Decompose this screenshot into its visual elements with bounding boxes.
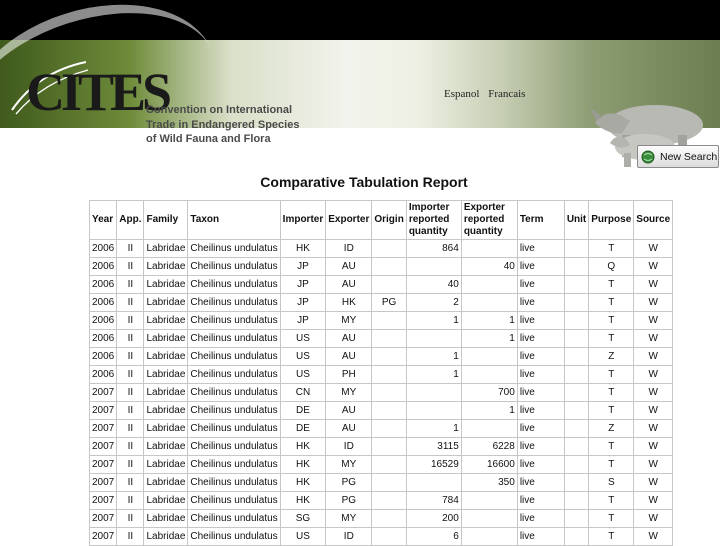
cell-purpose: Z [589, 420, 634, 438]
cell-unit [564, 312, 588, 330]
table-row [90, 492, 673, 510]
cell-appendix: II [117, 456, 144, 474]
cell-year: 2007 [90, 402, 117, 420]
cell-importer: JP [280, 258, 326, 276]
cell-importer-quantity: 784 [406, 492, 461, 510]
cell-purpose: T [589, 330, 634, 348]
cell-origin [372, 438, 406, 456]
column-header-year: Year [90, 201, 117, 240]
cell-exporter: AU [326, 348, 372, 366]
language-links [444, 88, 531, 100]
cell-exporter-quantity: 350 [461, 474, 517, 492]
cell-exporter-quantity [461, 492, 517, 510]
cell-taxon: Cheilinus undulatus [188, 510, 280, 528]
table-header-row [90, 201, 673, 240]
cell-origin [372, 348, 406, 366]
cell-family: Labridae [144, 510, 188, 528]
cell-importer-quantity: 6 [406, 528, 461, 546]
cell-importer: SG [280, 510, 326, 528]
cell-purpose: T [589, 240, 634, 258]
cell-exporter-quantity [461, 528, 517, 546]
cell-unit [564, 420, 588, 438]
cell-term: live [517, 456, 564, 474]
cell-family: Labridae [144, 258, 188, 276]
cell-source: W [634, 528, 673, 546]
cell-importer-quantity: 1 [406, 420, 461, 438]
language-link-espanol[interactable]: Espanol [444, 88, 480, 100]
cell-taxon: Cheilinus undulatus [188, 474, 280, 492]
cell-importer: HK [280, 456, 326, 474]
cell-unit [564, 528, 588, 546]
convention-line: Convention on International [146, 104, 293, 116]
cell-family: Labridae [144, 330, 188, 348]
column-header-exporter-quantity: Exporter reported quantity [461, 201, 517, 240]
cell-appendix: II [117, 294, 144, 312]
cell-unit [564, 492, 588, 510]
cell-exporter-quantity: 1 [461, 402, 517, 420]
cell-year: 2006 [90, 294, 117, 312]
cell-importer-quantity: 16529 [406, 456, 461, 474]
table-row [90, 438, 673, 456]
column-header-family: Family [144, 201, 188, 240]
cites-header-banner [0, 40, 720, 145]
table-row [90, 330, 673, 348]
cell-exporter: ID [326, 438, 372, 456]
cell-importer-quantity: 2 [406, 294, 461, 312]
cell-source: W [634, 420, 673, 438]
cell-unit [564, 384, 588, 402]
cell-year: 2006 [90, 366, 117, 384]
table-row [90, 366, 673, 384]
cell-purpose: T [589, 510, 634, 528]
cell-appendix: II [117, 258, 144, 276]
cites-logo[interactable] [8, 52, 169, 122]
report-title: Comparative Tabulation Report [260, 174, 468, 190]
cell-family: Labridae [144, 294, 188, 312]
cell-taxon: Cheilinus undulatus [188, 456, 280, 474]
cell-term: live [517, 330, 564, 348]
cell-year: 2006 [90, 276, 117, 294]
cell-importer-quantity: 1 [406, 312, 461, 330]
convention-line: of Wild Fauna and Flora [146, 133, 271, 145]
cell-source: W [634, 312, 673, 330]
language-link-francais[interactable]: Francais [488, 88, 526, 100]
new-search-button[interactable] [637, 145, 719, 168]
cell-family: Labridae [144, 420, 188, 438]
cell-term: live [517, 510, 564, 528]
convention-name [146, 103, 299, 147]
cell-origin [372, 276, 406, 294]
cell-source: W [634, 258, 673, 276]
cell-appendix: II [117, 474, 144, 492]
column-header-importer-quantity: Importer reported quantity [406, 201, 461, 240]
cell-taxon: Cheilinus undulatus [188, 420, 280, 438]
cell-purpose: T [589, 294, 634, 312]
cell-importer: JP [280, 312, 326, 330]
cell-source: W [634, 456, 673, 474]
cell-importer: JP [280, 276, 326, 294]
cell-appendix: II [117, 276, 144, 294]
cell-purpose: Z [589, 348, 634, 366]
cell-importer: DE [280, 420, 326, 438]
cell-taxon: Cheilinus undulatus [188, 438, 280, 456]
cell-importer: US [280, 528, 326, 546]
cell-origin [372, 510, 406, 528]
cell-exporter: MY [326, 312, 372, 330]
cell-purpose: T [589, 366, 634, 384]
column-header-term: Term [517, 201, 564, 240]
cell-exporter: MY [326, 384, 372, 402]
cell-term: live [517, 528, 564, 546]
cell-family: Labridae [144, 240, 188, 258]
cell-exporter-quantity [461, 510, 517, 528]
cell-year: 2007 [90, 438, 117, 456]
cell-year: 2007 [90, 384, 117, 402]
cell-origin [372, 492, 406, 510]
cell-taxon: Cheilinus undulatus [188, 528, 280, 546]
cell-appendix: II [117, 492, 144, 510]
cell-importer: HK [280, 474, 326, 492]
cell-purpose: T [589, 402, 634, 420]
cell-source: W [634, 492, 673, 510]
cell-family: Labridae [144, 492, 188, 510]
cell-origin: PG [372, 294, 406, 312]
cell-importer: US [280, 366, 326, 384]
cell-source: W [634, 366, 673, 384]
cell-year: 2006 [90, 240, 117, 258]
cell-unit [564, 456, 588, 474]
cell-importer-quantity [406, 402, 461, 420]
cell-year: 2006 [90, 312, 117, 330]
cell-importer: HK [280, 240, 326, 258]
cell-origin [372, 420, 406, 438]
cell-exporter: AU [326, 420, 372, 438]
cell-source: W [634, 474, 673, 492]
table-row [90, 240, 673, 258]
cell-exporter: AU [326, 258, 372, 276]
cell-importer-quantity: 1 [406, 366, 461, 384]
table-body [90, 240, 673, 546]
logo-text: CITES [26, 62, 169, 122]
column-header-exporter: Exporter [326, 201, 372, 240]
table-row [90, 474, 673, 492]
cell-source: W [634, 438, 673, 456]
cell-importer: JP [280, 294, 326, 312]
cell-exporter-quantity [461, 294, 517, 312]
cell-exporter-quantity: 1 [461, 312, 517, 330]
cell-family: Labridae [144, 384, 188, 402]
cell-exporter-quantity [461, 348, 517, 366]
cell-purpose: T [589, 438, 634, 456]
cell-family: Labridae [144, 528, 188, 546]
cell-exporter: HK [326, 294, 372, 312]
cell-term: live [517, 312, 564, 330]
cell-year: 2007 [90, 474, 117, 492]
cell-origin [372, 330, 406, 348]
cell-exporter-quantity: 40 [461, 258, 517, 276]
cell-exporter-quantity: 16600 [461, 456, 517, 474]
cell-unit [564, 438, 588, 456]
cell-taxon: Cheilinus undulatus [188, 384, 280, 402]
cell-term: live [517, 366, 564, 384]
table-row [90, 312, 673, 330]
cell-exporter: AU [326, 402, 372, 420]
cell-appendix: II [117, 510, 144, 528]
cell-taxon: Cheilinus undulatus [188, 492, 280, 510]
cell-taxon: Cheilinus undulatus [188, 294, 280, 312]
cell-origin [372, 528, 406, 546]
cell-year: 2007 [90, 420, 117, 438]
column-header-purpose: Purpose [589, 201, 634, 240]
cell-year: 2007 [90, 528, 117, 546]
cell-exporter: MY [326, 456, 372, 474]
cell-year: 2007 [90, 492, 117, 510]
cell-appendix: II [117, 384, 144, 402]
cell-term: live [517, 402, 564, 420]
cell-purpose: Q [589, 258, 634, 276]
cell-term: live [517, 240, 564, 258]
table-row [90, 420, 673, 438]
table-row [90, 384, 673, 402]
cell-year: 2006 [90, 330, 117, 348]
cell-appendix: II [117, 528, 144, 546]
cell-source: W [634, 294, 673, 312]
cell-exporter-quantity: 700 [461, 384, 517, 402]
cell-importer-quantity: 40 [406, 276, 461, 294]
new-search-label: New Search [660, 150, 718, 163]
cell-importer: US [280, 330, 326, 348]
cell-exporter: AU [326, 276, 372, 294]
cell-taxon: Cheilinus undulatus [188, 258, 280, 276]
cell-exporter: PG [326, 474, 372, 492]
cell-family: Labridae [144, 276, 188, 294]
cell-taxon: Cheilinus undulatus [188, 312, 280, 330]
column-header-source: Source [634, 201, 673, 240]
cell-term: live [517, 276, 564, 294]
cell-appendix: II [117, 312, 144, 330]
cell-term: live [517, 258, 564, 276]
column-header-appendix: App. [117, 201, 144, 240]
cell-purpose: T [589, 312, 634, 330]
cell-exporter-quantity: 6228 [461, 438, 517, 456]
cell-family: Labridae [144, 438, 188, 456]
cell-exporter: PH [326, 366, 372, 384]
cell-unit [564, 294, 588, 312]
cell-appendix: II [117, 420, 144, 438]
cell-origin [372, 312, 406, 330]
cell-exporter-quantity: 1 [461, 330, 517, 348]
cell-unit [564, 240, 588, 258]
cell-term: live [517, 384, 564, 402]
cell-source: W [634, 348, 673, 366]
cell-family: Labridae [144, 366, 188, 384]
cell-importer-quantity: 200 [406, 510, 461, 528]
cell-purpose: S [589, 474, 634, 492]
cell-exporter-quantity [461, 420, 517, 438]
cell-year: 2007 [90, 456, 117, 474]
cell-source: W [634, 402, 673, 420]
cell-term: live [517, 294, 564, 312]
cell-source: W [634, 384, 673, 402]
cell-exporter-quantity [461, 240, 517, 258]
cell-unit [564, 474, 588, 492]
comparative-tabulation-table [89, 200, 673, 546]
cell-source: W [634, 276, 673, 294]
cell-origin [372, 384, 406, 402]
cell-importer-quantity: 864 [406, 240, 461, 258]
table-row [90, 456, 673, 474]
cell-importer: US [280, 348, 326, 366]
cell-purpose: T [589, 528, 634, 546]
cell-purpose: T [589, 492, 634, 510]
cell-importer: CN [280, 384, 326, 402]
cell-term: live [517, 420, 564, 438]
table-row [90, 348, 673, 366]
cell-purpose: T [589, 384, 634, 402]
cell-importer-quantity [406, 384, 461, 402]
cell-importer: HK [280, 492, 326, 510]
cell-exporter-quantity [461, 366, 517, 384]
convention-line: Trade in Endangered Species [146, 118, 300, 131]
cell-unit [564, 402, 588, 420]
table-row [90, 258, 673, 276]
cell-exporter-quantity [461, 276, 517, 294]
cell-unit [564, 330, 588, 348]
column-header-unit: Unit [564, 201, 588, 240]
cell-term: live [517, 348, 564, 366]
cell-exporter: PG [326, 492, 372, 510]
cell-exporter: ID [326, 528, 372, 546]
cell-term: live [517, 492, 564, 510]
cell-taxon: Cheilinus undulatus [188, 366, 280, 384]
cell-importer-quantity: 3115 [406, 438, 461, 456]
cell-exporter: MY [326, 510, 372, 528]
search-globe-icon [641, 149, 657, 165]
cell-unit [564, 366, 588, 384]
cell-appendix: II [117, 240, 144, 258]
table-row [90, 402, 673, 420]
cell-origin [372, 366, 406, 384]
table-row [90, 528, 673, 546]
cell-appendix: II [117, 348, 144, 366]
cell-source: W [634, 330, 673, 348]
cell-exporter: AU [326, 330, 372, 348]
table-row [90, 510, 673, 528]
cell-purpose: T [589, 456, 634, 474]
column-header-importer: Importer [280, 201, 326, 240]
cell-origin [372, 258, 406, 276]
cell-year: 2006 [90, 348, 117, 366]
cell-family: Labridae [144, 474, 188, 492]
cell-exporter: ID [326, 240, 372, 258]
cell-source: W [634, 240, 673, 258]
cell-importer-quantity [406, 474, 461, 492]
cell-origin [372, 456, 406, 474]
cell-appendix: II [117, 438, 144, 456]
cell-unit [564, 258, 588, 276]
cell-origin [372, 240, 406, 258]
cell-taxon: Cheilinus undulatus [188, 240, 280, 258]
cell-appendix: II [117, 330, 144, 348]
cell-family: Labridae [144, 312, 188, 330]
cell-importer: HK [280, 438, 326, 456]
cell-term: live [517, 438, 564, 456]
cell-taxon: Cheilinus undulatus [188, 402, 280, 420]
cell-importer: DE [280, 402, 326, 420]
cell-year: 2007 [90, 510, 117, 528]
table-row [90, 294, 673, 312]
cell-purpose: T [589, 276, 634, 294]
cell-taxon: Cheilinus undulatus [188, 330, 280, 348]
cell-family: Labridae [144, 348, 188, 366]
column-header-taxon: Taxon [188, 201, 280, 240]
cell-family: Labridae [144, 456, 188, 474]
cell-family: Labridae [144, 402, 188, 420]
column-header-origin: Origin [372, 201, 406, 240]
cell-year: 2006 [90, 258, 117, 276]
cell-appendix: II [117, 366, 144, 384]
cell-appendix: II [117, 402, 144, 420]
cell-origin [372, 474, 406, 492]
cell-source: W [634, 510, 673, 528]
table-row [90, 276, 673, 294]
cell-taxon: Cheilinus undulatus [188, 276, 280, 294]
cell-term: live [517, 474, 564, 492]
cell-importer-quantity [406, 258, 461, 276]
cell-taxon: Cheilinus undulatus [188, 348, 280, 366]
cell-importer-quantity: 1 [406, 348, 461, 366]
cell-unit [564, 348, 588, 366]
cell-unit [564, 510, 588, 528]
cell-origin [372, 402, 406, 420]
cell-unit [564, 276, 588, 294]
cell-importer-quantity [406, 330, 461, 348]
